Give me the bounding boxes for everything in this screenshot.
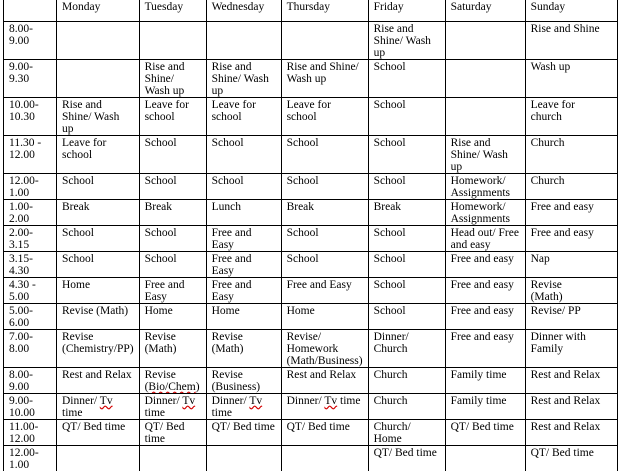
activity-cell-saturday: Free and easy [445,252,525,278]
activity-cell-monday: School [57,252,140,278]
table-row [4,394,618,420]
time-slot-cell: 9.00- 9.30 [4,60,57,98]
header-time [4,0,57,22]
activity-cell-tuesday [139,22,206,60]
time-slot-cell: 7.00- 8.00 [4,330,57,368]
activity-cell-thursday: Dinner/ Tv time [281,394,368,420]
activity-cell-sunday: Rest and Relax [525,368,617,394]
activity-cell-monday: Rise and Shine/ Wash up [57,98,140,136]
activity-cell-friday: Church [368,368,445,394]
activity-cell-sunday: Rest and Relax [525,394,617,420]
activity-cell-thursday: School [281,226,368,252]
activity-cell-tuesday: Home [139,304,206,330]
activity-cell-wednesday: Dinner/ Tv time [206,394,281,420]
weekly-timetable [3,0,618,471]
activity-cell-tuesday: School [139,252,206,278]
header-row [4,0,618,22]
activity-cell-wednesday [206,446,281,471]
activity-cell-tuesday: Revise (Bio/Chem) [139,368,206,394]
activity-cell-sunday: Revise (Math) [525,278,617,304]
activity-cell-monday [57,22,140,60]
activity-cell-saturday [445,22,525,60]
activity-cell-tuesday: Leave for school [139,98,206,136]
table-row [4,330,618,368]
time-slot-cell: 1.00- 2.00 [4,200,57,226]
activity-cell-friday: School [368,278,445,304]
activity-cell-monday: Rest and Relax [57,368,140,394]
activity-cell-sunday: Free and easy [525,226,617,252]
activity-cell-thursday: School [281,136,368,174]
time-slot-cell: 3.15- 4.30 [4,252,57,278]
activity-cell-thursday: Rise and Shine/ Wash up [281,60,368,98]
activity-cell-monday: School [57,226,140,252]
activity-cell-friday: QT/ Bed time [368,446,445,471]
activity-cell-monday: QT/ Bed time [57,420,140,446]
activity-cell-wednesday: School [206,174,281,200]
activity-cell-wednesday: Home [206,304,281,330]
table-row [4,368,618,394]
activity-cell-thursday: QT/ Bed time [281,420,368,446]
activity-cell-monday: Leave for school [57,136,140,174]
time-slot-cell: 2.00- 3.15 [4,226,57,252]
activity-cell-monday: Home [57,278,140,304]
activity-cell-friday: School [368,252,445,278]
time-slot-cell: 9.00- 10.00 [4,394,57,420]
activity-cell-friday: Break [368,200,445,226]
activity-cell-saturday [445,446,525,471]
header-wednesday: Wednesday [206,0,281,22]
activity-cell-saturday: QT/ Bed time [445,420,525,446]
time-slot-cell: 8.00- 9.00 [4,22,57,60]
activity-cell-friday: School [368,226,445,252]
time-slot-cell: 11.30 - 12.00 [4,136,57,174]
activity-cell-saturday: Family time [445,394,525,420]
activity-cell-monday [57,446,140,471]
activity-cell-wednesday: Rise and Shine/ Wash up [206,60,281,98]
table-row [4,304,618,330]
activity-cell-saturday: Homework/ Assignments [445,200,525,226]
activity-cell-sunday: Wash up [525,60,617,98]
activity-cell-sunday: QT/ Bed time [525,446,617,471]
time-slot-cell: 10.00- 10.30 [4,98,57,136]
activity-cell-thursday [281,446,368,471]
activity-cell-sunday: Free and easy [525,200,617,226]
header-sunday: Sunday [525,0,617,22]
activity-cell-sunday: Revise/ PP [525,304,617,330]
activity-cell-sunday: Leave for church [525,98,617,136]
activity-cell-tuesday: School [139,136,206,174]
activity-cell-tuesday: School [139,226,206,252]
table-row [4,200,618,226]
time-slot-cell: 12.00- 1.00 [4,174,57,200]
activity-cell-monday: Revise (Chemistry/PP) [57,330,140,368]
activity-cell-tuesday: Break [139,200,206,226]
activity-cell-wednesday: QT/ Bed time [206,420,281,446]
activity-cell-friday: School [368,136,445,174]
activity-cell-tuesday: QT/ Bed time [139,420,206,446]
time-slot-cell: 8.00- 9.00 [4,368,57,394]
activity-cell-saturday: Family time [445,368,525,394]
activity-cell-tuesday: Dinner/ Tv time [139,394,206,420]
activity-cell-sunday: Church [525,174,617,200]
activity-cell-tuesday [139,446,206,471]
activity-cell-saturday: Rise and Shine/ Wash up [445,136,525,174]
table-row [4,420,618,446]
activity-cell-thursday [281,22,368,60]
header-tuesday: Tuesday [139,0,206,22]
activity-cell-friday: School [368,304,445,330]
activity-cell-thursday: Break [281,200,368,226]
activity-cell-thursday: School [281,174,368,200]
activity-cell-monday: Break [57,200,140,226]
activity-cell-tuesday: Rise and Shine/ Wash up [139,60,206,98]
time-slot-cell: 12.00- 1.00 [4,446,57,471]
activity-cell-tuesday: Free and Easy [139,278,206,304]
time-slot-cell: 4.30 - 5.00 [4,278,57,304]
activity-cell-saturday: Homework/ Assignments [445,174,525,200]
header-friday: Friday [368,0,445,22]
table-row [4,226,618,252]
activity-cell-wednesday: Free and Easy [206,226,281,252]
activity-cell-saturday: Free and easy [445,304,525,330]
activity-cell-sunday: Nap [525,252,617,278]
activity-cell-monday: Revise (Math) [57,304,140,330]
header-saturday: Saturday [445,0,525,22]
activity-cell-saturday: Free and easy [445,330,525,368]
table-row [4,252,618,278]
table-row [4,60,618,98]
activity-cell-wednesday: Lunch [206,200,281,226]
activity-cell-friday: Church [368,394,445,420]
table-row [4,278,618,304]
activity-cell-friday: Church/ Home [368,420,445,446]
activity-cell-sunday: Rest and Relax [525,420,617,446]
activity-cell-saturday [445,98,525,136]
activity-cell-wednesday: School [206,136,281,174]
activity-cell-saturday: Free and easy [445,278,525,304]
table-row [4,22,618,60]
activity-cell-thursday: Home [281,304,368,330]
activity-cell-monday: School [57,174,140,200]
activity-cell-sunday: Dinner with Family [525,330,617,368]
activity-cell-wednesday: Free and Easy [206,252,281,278]
activity-cell-saturday: Head out/ Free and easy [445,226,525,252]
timetable-header [4,0,618,22]
activity-cell-thursday: School [281,252,368,278]
activity-cell-friday: School [368,98,445,136]
activity-cell-thursday: Revise/ Homework (Math/Business) [281,330,368,368]
activity-cell-friday: School [368,60,445,98]
activity-cell-saturday [445,60,525,98]
activity-cell-monday: Dinner/ Tv time [57,394,140,420]
header-thursday: Thursday [281,0,368,22]
table-row [4,446,618,471]
activity-cell-thursday: Free and Easy [281,278,368,304]
activity-cell-friday: School [368,174,445,200]
activity-cell-thursday: Rest and Relax [281,368,368,394]
time-slot-cell: 11.00- 12.00 [4,420,57,446]
activity-cell-sunday: Rise and Shine [525,22,617,60]
activity-cell-monday [57,60,140,98]
activity-cell-friday: Dinner/ Church [368,330,445,368]
activity-cell-thursday: Leave for school [281,98,368,136]
activity-cell-wednesday [206,22,281,60]
timetable-body [4,22,618,471]
table-row [4,98,618,136]
header-monday: Monday [57,0,140,22]
activity-cell-tuesday: School [139,174,206,200]
activity-cell-wednesday: Leave for school [206,98,281,136]
table-row [4,174,618,200]
activity-cell-sunday: Church [525,136,617,174]
time-slot-cell: 5.00- 6.00 [4,304,57,330]
activity-cell-wednesday: Revise (Business) [206,368,281,394]
activity-cell-wednesday: Free and Easy [206,278,281,304]
table-row [4,136,618,174]
activity-cell-wednesday: Revise (Math) [206,330,281,368]
activity-cell-tuesday: Revise (Math) [139,330,206,368]
activity-cell-friday: Rise and Shine/ Wash up [368,22,445,60]
